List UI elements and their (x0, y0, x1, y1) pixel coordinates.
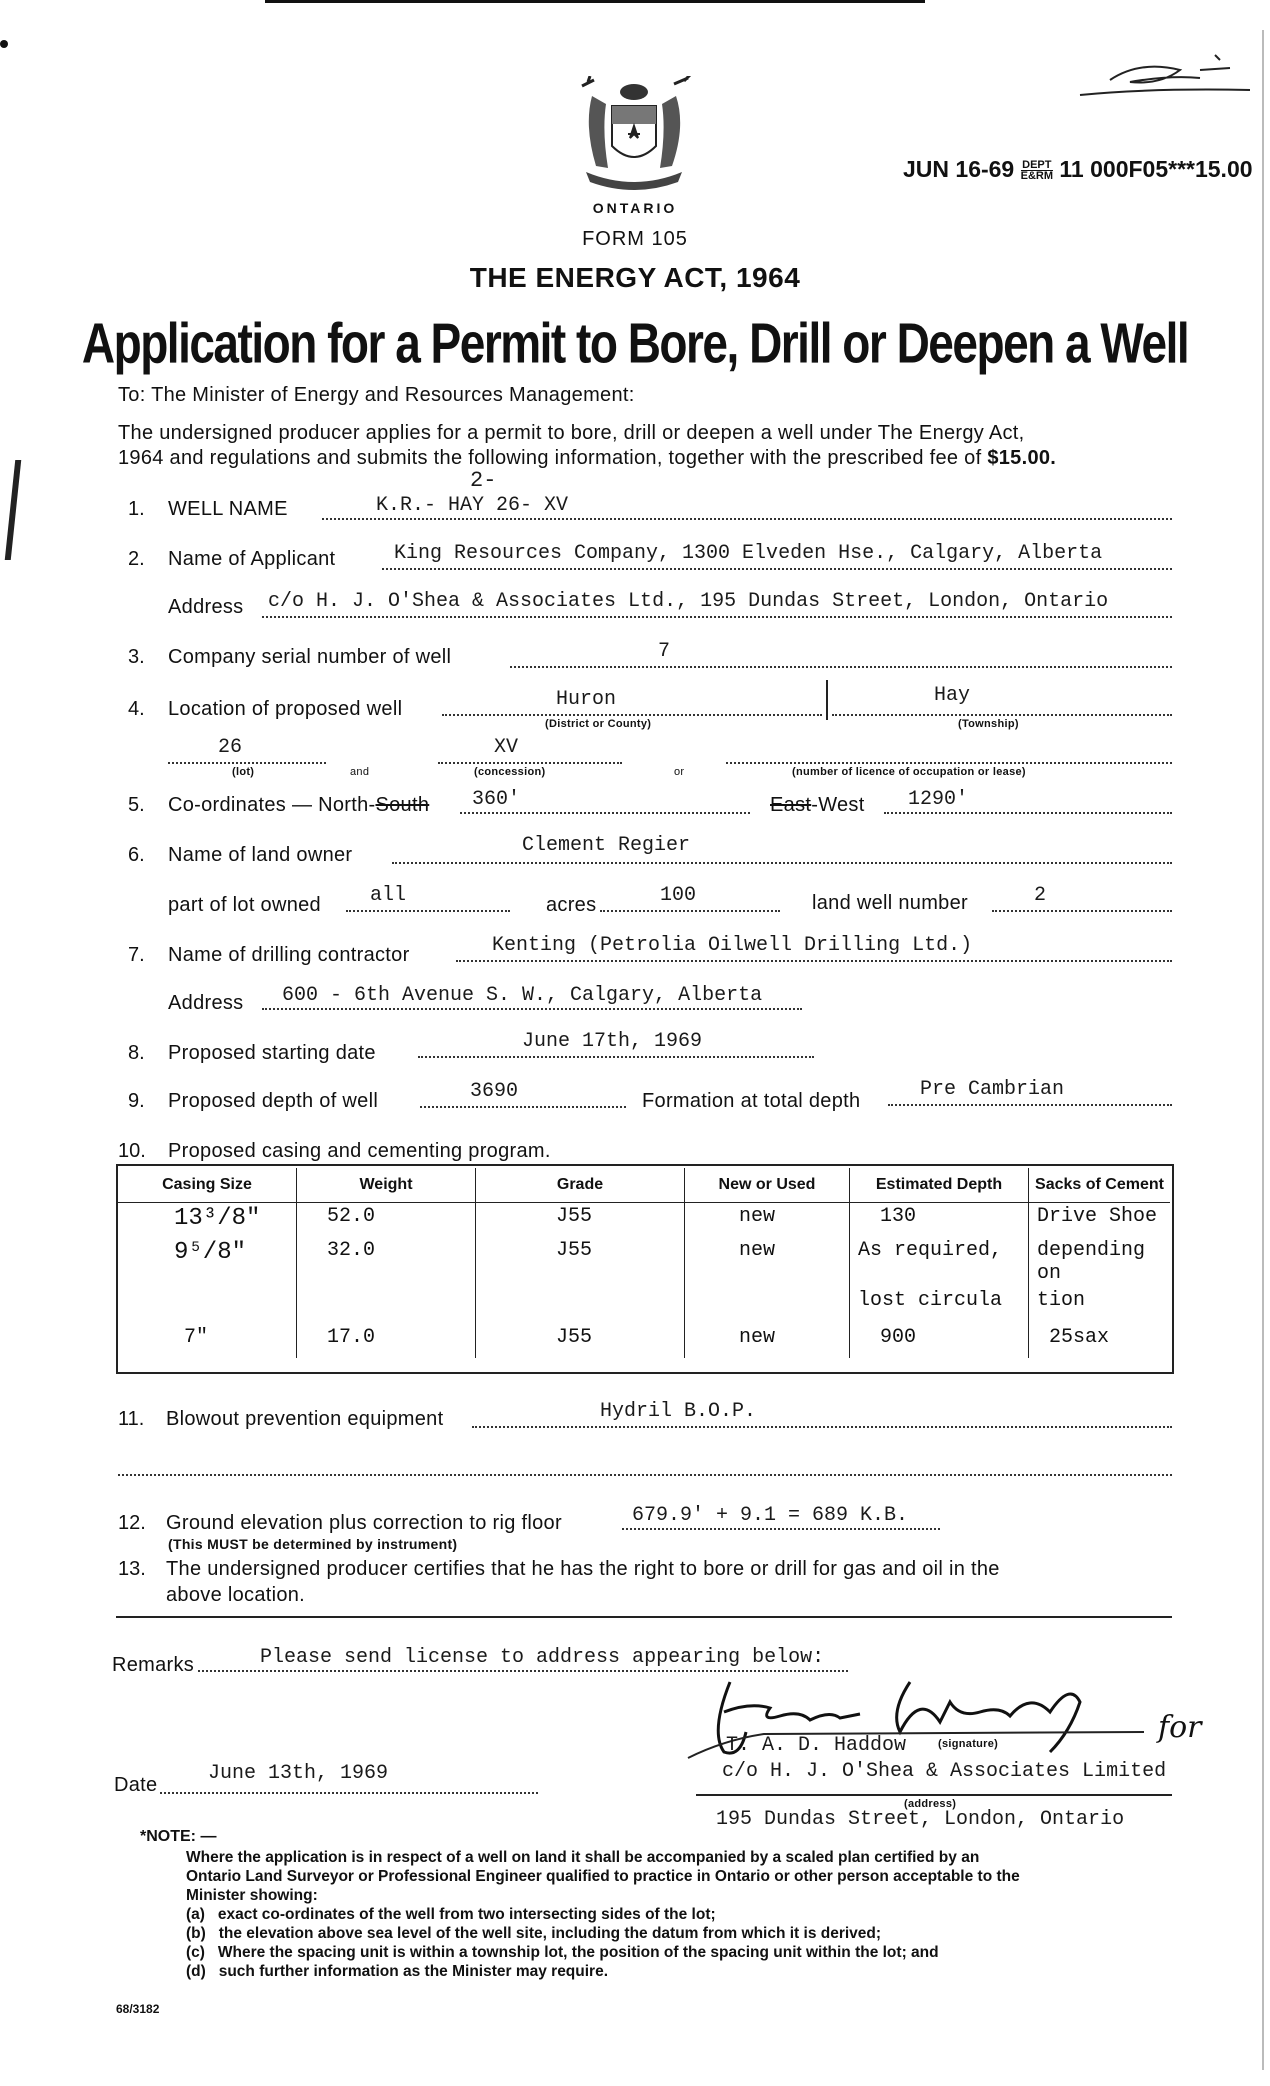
item-number: 6. (128, 844, 145, 866)
west-label: -West (811, 794, 865, 816)
table-row (118, 1314, 1170, 1358)
table-cell[interactable]: J55 (476, 1203, 685, 1238)
location-label: Location of proposed well (168, 698, 403, 720)
table-cell[interactable]: 25sax (1029, 1314, 1171, 1358)
contractor-value[interactable]: Kenting (Petrolia Oilwell Drilling Ltd.) (492, 934, 973, 957)
table-cell[interactable] (118, 1287, 297, 1314)
intro-line-2 (118, 447, 1056, 470)
weight-header: Weight (297, 1168, 476, 1203)
lot-line (168, 762, 326, 764)
signature-for: for (1158, 1710, 1202, 1745)
district-line (442, 714, 822, 716)
remarks-label: Remarks (112, 1654, 195, 1676)
estimated-depth-header: Estimated Depth (850, 1168, 1029, 1203)
note-label: *NOTE: — (140, 1828, 217, 1845)
note-item-c: (c) Where the spacing unit is within a township lot, the position of the spacing unit within the lot; and (186, 1944, 939, 1961)
applicant-value[interactable]: King Resources Company, 1300 Elveden Hse., Calgary, Alberta (394, 542, 1103, 565)
table-cell[interactable]: 9⁵/8" (174, 1239, 247, 1266)
land-well-number-label: land well number (812, 892, 968, 914)
date-value[interactable]: June 13th, 1969 (208, 1762, 389, 1785)
note-line-2: Ontario Land Surveyor or Professional Engineer qualified to practice in Ontario or other person acceptable to the (186, 1868, 1020, 1885)
stamp-dept-bottom: E&RM (1020, 170, 1054, 183)
stamp-date: JUN 16-69 (903, 156, 1015, 182)
or-caption: or (674, 766, 685, 778)
item-number: 5. (128, 794, 145, 816)
table-cell[interactable]: 900 (850, 1314, 1029, 1358)
elevation-note: (This MUST be determined by instrument) (168, 1536, 458, 1552)
east-west-line (884, 812, 1172, 814)
and-caption: and (350, 766, 370, 778)
township-caption: (Township) (958, 718, 1019, 730)
east-struck: East (770, 794, 812, 816)
licence-caption: (number of licence of occupation or lease) (792, 766, 1026, 778)
south-struck: South (375, 794, 430, 816)
start-date-label: Proposed starting date (168, 1042, 376, 1064)
table-cell[interactable] (297, 1287, 476, 1314)
serial-number-value[interactable]: 7 (658, 640, 671, 663)
act-title: THE ENERGY ACT, 1964 (469, 262, 801, 293)
start-date-line (418, 1056, 814, 1058)
note-line-1: Where the application is in respect of a well on land it shall be accompanied by a scaled plan certified by an (186, 1849, 980, 1866)
table-cell[interactable]: J55 (476, 1237, 685, 1287)
table-cell[interactable]: new (685, 1314, 850, 1358)
part-lot-label: part of lot owned (168, 894, 321, 916)
applicant-address-label: Address (168, 596, 244, 618)
contractor-line (456, 960, 1172, 962)
left-pencil-mark (5, 460, 22, 560)
district-caption: (District or County) (545, 718, 652, 730)
item-number: 2. (128, 548, 145, 570)
table-cell[interactable]: J55 (476, 1314, 685, 1358)
location-divider (826, 680, 828, 720)
ontario-coat-of-arms-icon (572, 76, 697, 196)
depth-value[interactable]: 3690 (470, 1080, 519, 1103)
item-number: 13. (118, 1558, 146, 1580)
grade-header: Grade (476, 1168, 685, 1203)
item-number: 10. (118, 1140, 146, 1162)
table-row (118, 1203, 1170, 1238)
well-name-line (322, 518, 1172, 520)
item-number: 8. (128, 1042, 145, 1064)
table-cell[interactable]: Drive Shoe (1029, 1203, 1171, 1238)
elevation-line (622, 1528, 940, 1530)
certify-line-1: The undersigned producer certifies that he has the right to bore or drill for gas and oil in the (166, 1558, 1000, 1580)
serial-number-line (510, 666, 1172, 668)
township-value[interactable]: Hay (934, 684, 971, 707)
acres-value[interactable]: 100 (660, 884, 697, 907)
table-cell[interactable]: As required, (850, 1237, 1029, 1287)
start-date-value[interactable]: June 17th, 1969 (522, 1030, 703, 1053)
applicant-address-line (262, 616, 1172, 618)
formation-line (888, 1104, 1172, 1106)
form-number: FORM 105 (582, 228, 688, 250)
depth-label: Proposed depth of well (168, 1090, 379, 1112)
note-item-a: (a) exact co-ordinates of the well from two intersecting sides of the lot; (186, 1906, 716, 1923)
new-or-used-header: New or Used (685, 1168, 850, 1203)
licence-line (726, 762, 1172, 764)
address-caption: (address) (904, 1798, 957, 1810)
sacks-of-cement-header: Sacks of Cement (1029, 1168, 1171, 1203)
fee-amount: $15.00. (987, 447, 1057, 469)
east-west-value[interactable]: 1290' (908, 788, 969, 811)
acres-line (600, 910, 780, 912)
table-row (118, 1237, 1170, 1287)
casing-table (118, 1168, 1170, 1358)
coordinates-label (168, 794, 429, 817)
note-item-b: (b) the elevation above sea level of the well site, including the datum from which it is derived; (186, 1925, 882, 1942)
well-name-value[interactable]: K.R.- HAY 26- XV (376, 494, 569, 517)
formation-label: Formation at total depth (642, 1090, 861, 1112)
elevation-label: Ground elevation plus correction to rig floor (166, 1512, 562, 1534)
concession-line (438, 762, 622, 764)
depth-line (420, 1106, 626, 1108)
remarks-value[interactable]: Please send license to address appearing below: (260, 1646, 825, 1669)
page-title: Application for a Permit to Bore, Drill or Deepen a Well (81, 311, 1189, 375)
contractor-address-line (262, 1008, 802, 1010)
initials-scribble-icon (1070, 40, 1260, 110)
item-number: 12. (118, 1512, 146, 1534)
elevation-value[interactable]: 679.9' + 9.1 = 689 K.B. (632, 1504, 909, 1527)
north-south-value[interactable]: 360' (472, 788, 521, 811)
blowout-label: Blowout prevention equipment (166, 1408, 444, 1430)
part-lot-line (346, 910, 510, 912)
applicant-line (382, 568, 1172, 570)
table-cell[interactable]: lost circula (850, 1287, 1029, 1314)
receipt-stamp (903, 156, 1253, 183)
land-owner-value[interactable]: Clement Regier (522, 834, 691, 857)
table-cell[interactable]: 7" (184, 1326, 209, 1349)
item-number: 4. (128, 698, 145, 720)
table-cell[interactable] (476, 1287, 685, 1314)
table-cell[interactable]: 130 (850, 1203, 1029, 1238)
stamp-rest: 11 000F05***15.00 (1059, 156, 1253, 182)
stamp-dept (1021, 160, 1053, 181)
intro-line-1: The undersigned producer applies for a permit to bore, drill or deepen a well under The Energy Act, (118, 422, 1025, 444)
formation-value[interactable]: Pre Cambrian (920, 1078, 1065, 1101)
table-cell[interactable]: tion (1029, 1287, 1171, 1314)
blowout-line (472, 1426, 1172, 1428)
certify-line-2: above location. (166, 1584, 306, 1606)
east-west-label (770, 794, 865, 817)
land-well-number-line (992, 910, 1172, 912)
section-divider (116, 1616, 1172, 1618)
concession-value[interactable]: XV (494, 736, 519, 759)
contractor-address-label: Address (168, 992, 244, 1014)
well-name-label: WELL NAME (168, 498, 288, 520)
applicant-label: Name of Applicant (168, 548, 336, 570)
well-name-annotation: 2- (470, 468, 497, 493)
district-value[interactable]: Huron (556, 688, 617, 711)
north-south-line (460, 812, 750, 814)
address-line (696, 1794, 1172, 1796)
addressee-line: To: The Minister of Energy and Resources Management: (118, 384, 635, 406)
table-cell[interactable]: 32.0 (297, 1237, 476, 1287)
serial-number-label: Company serial number of well (168, 646, 452, 668)
intro-line-2-text: 1964 and regulations and submits the following information, together with the prescribed fee of (118, 447, 988, 469)
table-cell[interactable]: depending on (1029, 1237, 1171, 1287)
applicant-address-value[interactable]: c/o H. J. O'Shea & Associates Ltd., 195 Dundas Street, London, Ontario (268, 590, 1109, 613)
blowout-extra-line (118, 1474, 1172, 1476)
land-owner-line (392, 862, 1172, 864)
signer-address: 195 Dundas Street, London, Ontario (716, 1808, 1125, 1831)
stamp-dept-top: DEPT (1022, 159, 1052, 172)
table-cell[interactable]: new (685, 1203, 850, 1238)
signer-firm: c/o H. J. O'Shea & Associates Limited (722, 1760, 1167, 1783)
contractor-address-value[interactable]: 600 - 6th Avenue S. W., Calgary, Alberta (282, 984, 763, 1007)
coordinates-north-label: Co-ordinates — North- (168, 794, 376, 816)
signer-name: T. A. D. Haddow (726, 1734, 907, 1757)
item-number: 1. (128, 498, 145, 520)
date-label: Date (114, 1774, 158, 1796)
table-cell[interactable]: 13³/8" (174, 1205, 261, 1232)
note-line-3: Minister showing: (186, 1887, 318, 1904)
lot-value[interactable]: 26 (218, 736, 243, 759)
form-code: 68/3182 (116, 2002, 160, 2016)
casing-program-label: Proposed casing and cementing program. (168, 1140, 551, 1162)
top-border (265, 0, 925, 3)
note-item-d: (d) such further information as the Minister may require. (186, 1963, 609, 1980)
lot-caption: (lot) (232, 766, 255, 778)
scan-mark (0, 40, 8, 48)
land-owner-label: Name of land owner (168, 844, 353, 866)
signature-caption: (signature) (938, 1738, 999, 1750)
item-number: 3. (128, 646, 145, 668)
concession-caption: (concession) (474, 766, 546, 778)
table-cell[interactable]: new (685, 1237, 850, 1287)
province-label: ONTARIO (592, 200, 678, 216)
item-number: 9. (128, 1090, 145, 1112)
acres-label: acres (546, 894, 597, 916)
item-number: 7. (128, 944, 145, 966)
contractor-label: Name of drilling contractor (168, 944, 410, 966)
part-lot-value[interactable]: all (370, 884, 407, 907)
table-cell[interactable]: 17.0 (297, 1314, 476, 1358)
table-cell[interactable] (685, 1287, 850, 1314)
table-row (118, 1287, 1170, 1314)
casing-size-header: Casing Size (118, 1168, 297, 1203)
blowout-value[interactable]: Hydril B.O.P. (600, 1400, 757, 1423)
land-well-number-value[interactable]: 2 (1034, 884, 1047, 907)
table-cell[interactable]: 52.0 (297, 1203, 476, 1238)
date-line (160, 1792, 538, 1794)
township-line (832, 714, 1172, 716)
note-body (186, 1848, 1176, 1981)
item-number: 11. (118, 1408, 145, 1430)
